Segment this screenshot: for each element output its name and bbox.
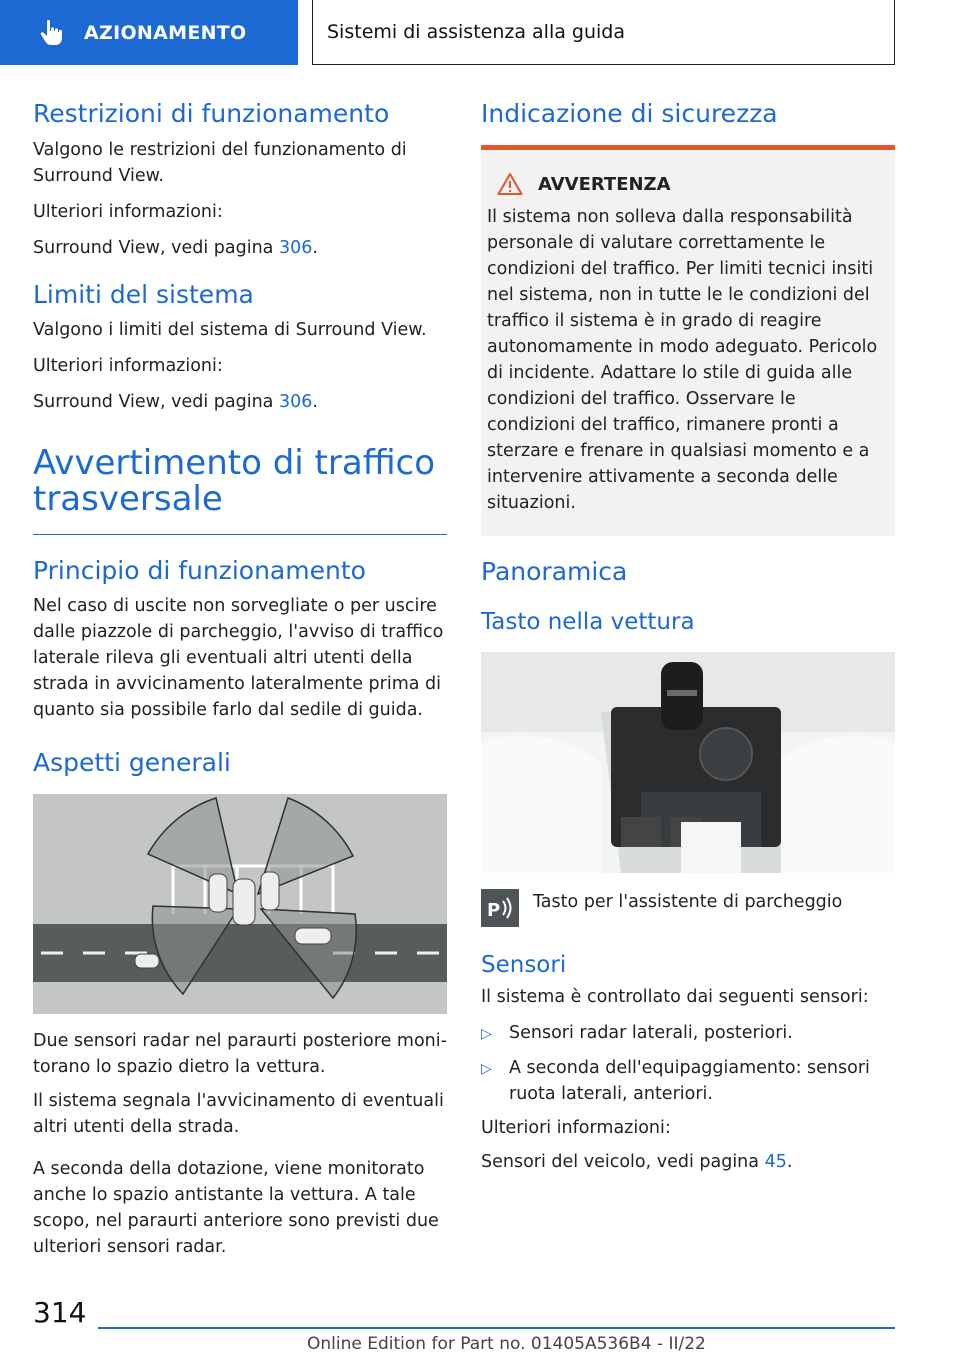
- warning-box: [481, 145, 895, 536]
- general-text-3: A seconda della dotazione, viene monitorato anche lo spazio antistante la vettura. A tale scopo, nel paraurti anteriore sono previsti due ulteriori sensori radar.: [33, 1158, 439, 1257]
- button-heading: Tasto nella vettura: [481, 608, 695, 635]
- button-caption-row: [481, 889, 895, 927]
- sensors-heading: Sensori: [481, 952, 567, 979]
- button-caption: Tasto per l'assistente di parcheggio: [533, 892, 843, 913]
- limits-heading: Limiti del sistema: [33, 280, 254, 310]
- parking-assistant-icon: [481, 889, 519, 927]
- right-column: [481, 98, 895, 1175]
- main-heading: Avvertimento di traffico trasversale: [33, 442, 436, 520]
- svg-text:P: P: [487, 900, 501, 922]
- page-number: 314: [33, 1296, 87, 1329]
- page-link[interactable]: 306: [278, 238, 313, 259]
- page-link[interactable]: 45: [764, 1152, 787, 1172]
- edition-text: Online Edition for Part no. 01405A536B4 - II/22: [307, 1334, 706, 1354]
- left-column: [33, 98, 447, 1260]
- triangle-bullet-icon: ▷: [481, 1026, 492, 1042]
- chapter-box: [312, 0, 895, 65]
- center-console-photo: [481, 652, 895, 873]
- limits-text: Valgono i limiti del sistema di Surround View.: [33, 319, 427, 340]
- sensors-reference: Sensori del veicolo, vedi pagina 45.: [481, 1152, 793, 1172]
- principle-text: Nel caso di uscite non sorvegliate o per uscire dalle piazzole di parcheggio, l'avviso di traffico laterale rileva gli eventuali altri utenti della strada in avvicinamento lateralmente prima di quanto sia possibile farlo dal sedile di guida.: [33, 595, 444, 720]
- principle-heading: Principio di funzionamento: [33, 556, 366, 586]
- chapter-title: Sistemi di assistenza alla guida: [327, 21, 626, 43]
- restrictions-heading: Restrizioni di funzionamento: [33, 99, 390, 128]
- warning-text: Il sistema non solleva dalla responsabilità personale di valutare correttamente le condizioni del traffico. Per limiti tecnici insiti nel sistema, non in tutte le le condizioni del traffico il sistema è in grado di reagire autonomamente in modo adeguato. Pericolo di incidente. Adattare lo stile di guida alle condizioni del traffico. Osservare le condizioni del traffico, rimanere pronti a sterzare e frenare in qualsiasi momento e a intervenire attivamente a seconda delle situazioni.: [487, 207, 878, 514]
- list-item: ▷ Sensori radar laterali, posteriori.: [481, 1020, 895, 1047]
- restrictions-more: Ulteriori informazioni:: [33, 202, 223, 223]
- hand-pointer-icon: [36, 17, 68, 49]
- general-heading: Aspetti generali: [33, 747, 231, 777]
- warning-triangle-icon: [497, 172, 523, 196]
- list-item: ▷ A seconda dell'equipaggiamento: sensori ruota laterali, anteriori.: [481, 1055, 895, 1107]
- sensors-more: Ulteriori informazioni:: [481, 1118, 671, 1138]
- heading-divider: [33, 534, 447, 536]
- overview-heading: Panoramica: [481, 557, 628, 587]
- footer-divider: [98, 1327, 895, 1329]
- limits-reference: Surround View, vedi pagina 306.: [33, 391, 318, 412]
- safety-heading: Indicazione di sicurezza: [481, 99, 778, 128]
- section-tab: [0, 0, 298, 65]
- triangle-bullet-icon: ▷: [481, 1061, 492, 1077]
- limits-more: Ulteriori informazioni:: [33, 355, 223, 376]
- restrictions-text: Valgono le restrizioni del funzionamento di Surround View.: [33, 140, 407, 187]
- warning-label: AVVERTENZA: [538, 173, 671, 195]
- general-text-1: Due sensori radar nel paraurti posteriore monitorano lo spazio dietro la vettura.: [33, 1030, 447, 1077]
- page-link[interactable]: 306: [278, 391, 313, 412]
- section-title: AZIONAMENTO: [84, 21, 247, 44]
- general-text-2: Il sistema segnala l'avvicinamento di eventuali altri utenti della strada.: [33, 1090, 444, 1137]
- radar-coverage-illustration: [33, 794, 447, 1014]
- sensor-list: [481, 1020, 895, 1107]
- restrictions-reference: Surround View, vedi pagina 306.: [33, 238, 318, 259]
- sensors-intro: Il sistema è controllato dai seguenti sensori:: [481, 987, 869, 1007]
